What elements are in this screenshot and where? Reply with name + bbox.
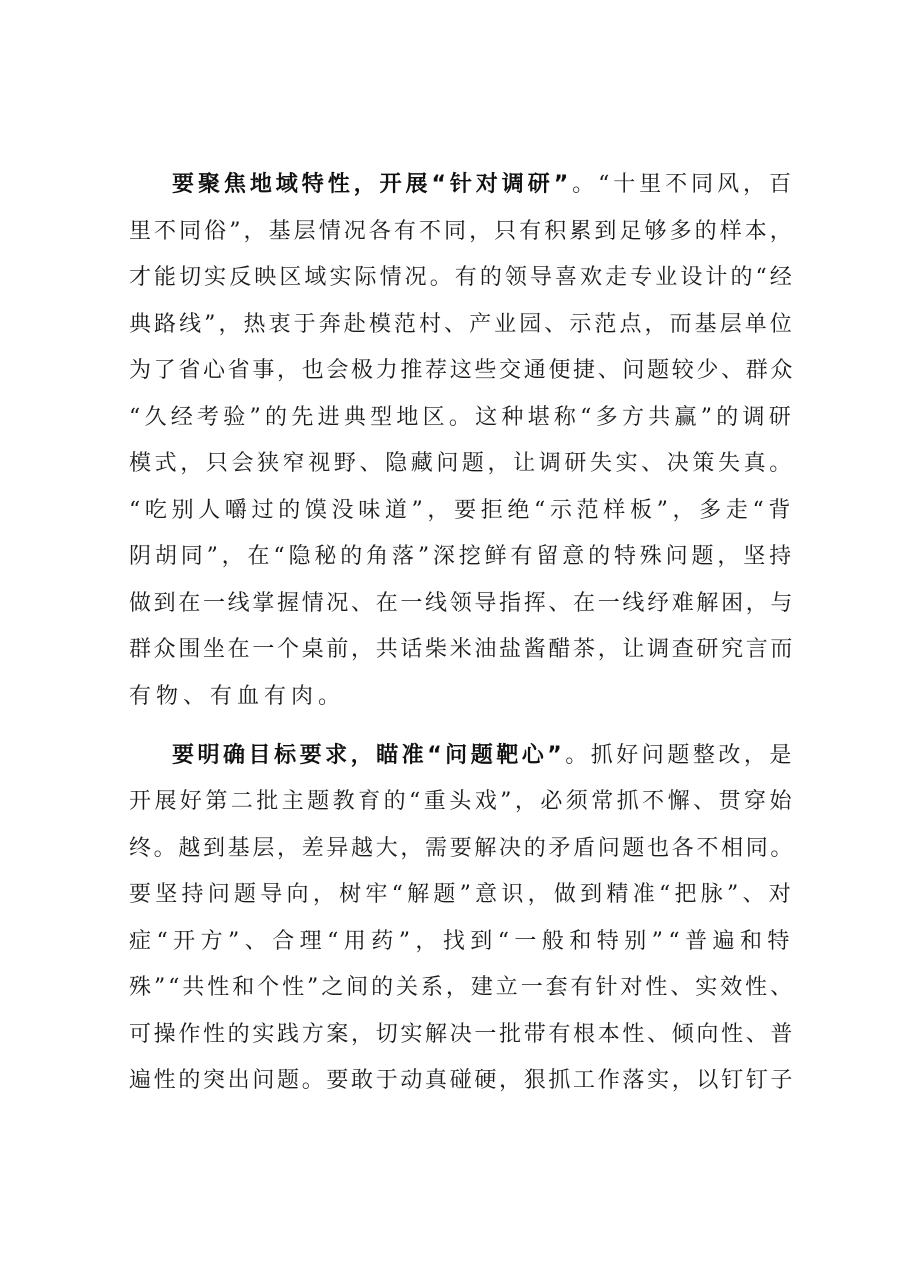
paragraph-line <box>0 255 909 301</box>
paragraph-line <box>0 919 909 965</box>
paragraph-line <box>0 581 909 627</box>
paragraph-line <box>0 826 909 872</box>
body-text: 症“开方”、合理“用药”，找到“一般和特别”“普遍和特 <box>129 929 795 954</box>
paragraph-line <box>0 872 909 918</box>
paragraph-line <box>0 534 909 580</box>
body-text: 群众围坐在一个桌前，共话柴米油盐酱醋茶，让调查研究言而 <box>129 637 796 662</box>
paragraph-first-line <box>0 733 909 779</box>
body-text: 有物、有血有肉。 <box>129 684 346 709</box>
paragraph-line <box>0 627 909 673</box>
paragraph-line <box>0 395 909 441</box>
body-text: “久经考验”的先进典型地区。这种堪称“多方共赢”的调研 <box>129 405 796 430</box>
paragraph-line <box>0 1012 909 1058</box>
body-text: 做到在一线掌握情况、在一线领导指挥、在一线纾难解困，与 <box>129 591 796 616</box>
paragraph-line <box>0 302 909 348</box>
body-text: 阴胡同”，在“隐秘的角落”深挖鲜有留意的特殊问题，坚持 <box>129 544 795 569</box>
body-text: 开展好第二批主题教育的“重头戏”，必须常抓不懈、贯穿始 <box>129 789 795 814</box>
paragraph-line <box>0 674 909 720</box>
body-text: 殊”“共性和个性”之间的关系，建立一套有针对性、实效性、 <box>129 975 796 1000</box>
heading-lead-text: 要明确目标要求，瞄准“问题靶心” <box>172 743 566 768</box>
paragraph-line <box>0 348 909 394</box>
body-text: “吃别人嚼过的馍没味道”，要拒绝“示范样板”，多走“背 <box>129 498 796 523</box>
body-text: 可操作性的实践方案，切实解决一批带有根本性、倾向性、普 <box>129 1022 796 1047</box>
body-text: 才能切实反映区域实际情况。有的领导喜欢走专业设计的“经 <box>129 265 795 290</box>
body-text: 模式，只会狭窄视野、隐藏问题，让调研失实、决策失真。 <box>129 451 795 476</box>
body-text: 。抓好问题整改，是 <box>565 743 795 768</box>
heading-lead-text: 要聚焦地域特性，开展“针对调研” <box>172 172 573 197</box>
body-text: 终。越到基层，差异越大，需要解决的矛盾问题也各不相同。 <box>129 836 796 861</box>
body-text: 为了省心省事，也会极力推荐这些交通便捷、问题较少、群众 <box>129 358 796 383</box>
body-text: 。“十里不同风，百 <box>572 172 795 197</box>
paragraph-line <box>0 488 909 534</box>
body-text: 要坚持问题导向，树牢“解题”意识，做到精准“把脉”、对 <box>129 882 796 907</box>
body-text: 典路线”，热衷于奔赴模范村、产业园、示范点，而基层单位 <box>129 312 795 337</box>
paragraph-line <box>0 1058 909 1104</box>
paragraph-line <box>0 441 909 487</box>
paragraph-first-line <box>0 162 909 208</box>
paragraph-line <box>0 779 909 825</box>
paragraph-line <box>0 209 909 255</box>
body-text: 里不同俗”，基层情况各有不同，只有积累到足够多的样本， <box>129 219 795 244</box>
body-text: 遍性的突出问题。要敢于动真碰硬，狠抓工作落实，以钉钉子 <box>129 1068 796 1093</box>
paragraph-line <box>0 965 909 1011</box>
